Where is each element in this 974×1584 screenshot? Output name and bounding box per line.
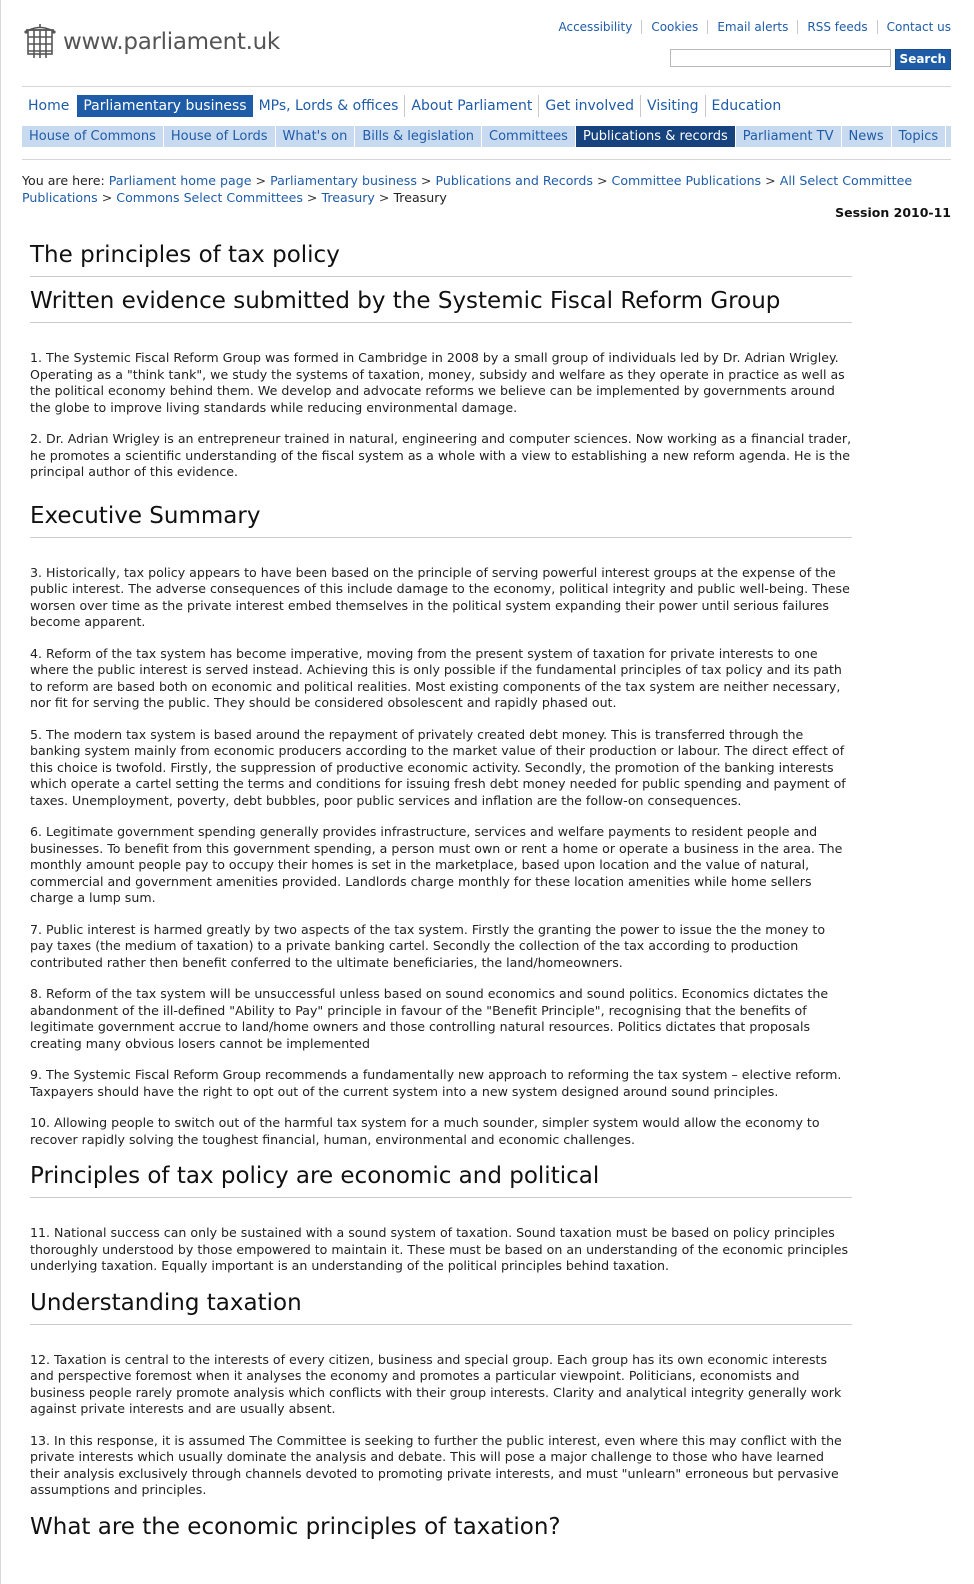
paragraph: 4. Reform of the tax system has become imperative, moving from the present system of taxation for private interests to one where the public interest is served instead. Achieving this is only possible if the fundamental principles of tax policy and its path to reform are based both on economic and political realities. Most existing components of the tax system are neither necessary, nor fit for serving the public. They should be considered obsolescent and rapidly phased out. [30,645,842,710]
breadcrumb [22,172,951,206]
paragraph: 7. Public interest is harmed greatly by two aspects of the tax system. Firstly the granting the power to issue the the money to pay taxes (the medium of taxation) to a private banking cartel. Secondly the collection of the tax according to production contributed rather then benefit conferred to the ultimate beneficiaries, the land/homeowners. [30,921,826,970]
search-input[interactable] [670,49,891,67]
paragraph: 12. Taxation is central to the interests of every citizen, business and special group. Each group has its own economic interests and perspective foremost when it analyses the economy and promotes a particular viewpoint. Politicians, economists and business people rarely promote analysis which conflicts with their group interests. Clarity and analytical integrity generally work against private interests and are usually absent. [30,1351,842,1416]
sub-nav-parliament-tv[interactable]: Parliament TV [736,126,842,147]
contact-us-link[interactable]: Contact us [877,20,951,34]
main-nav-mps-lords-offices[interactable]: MPs, Lords & offices [258,98,399,114]
breadcrumb-separator: > [255,173,267,188]
search-form [670,49,951,70]
breadcrumb-prefix: You are here: [22,173,105,188]
main-nav-parliamentary-business[interactable]: Parliamentary business [77,95,252,117]
paragraph: 11. National success can only be sustained with a sound system of taxation. Sound taxation must be based on policy principles thoroughly understood by those empowered to maintain it. These must be based on an understanding of the economic principles underlying taxation. Equally important is an understanding of the political principles behind taxation. [30,1225,849,1273]
breadcrumb-separator: > [420,173,432,188]
breadcrumb-separator: > [765,173,776,188]
paragraph: 6. Legitimate government spending generally provides infrastructure, services and welfare payments to resident people and businesses. To benefit from this government spending, a person must own or rent a home or operate a business in the area. The monthly amount people pay to occupy their homes is set in the marketplace, based upon location and the value of natural, commercial and government amenities provided. Landlords charge monthly for these location amenities while home sellers charge a lump sum. [30,824,843,905]
logo-text: www.parliament.uk [63,29,280,55]
utility-links [549,20,951,34]
breadcrumb-current: Treasury [393,190,447,205]
breadcrumb-separator: > [378,190,390,205]
cookies-link[interactable]: Cookies [641,20,707,34]
sub-nav [22,126,951,147]
main-nav-visiting[interactable]: Visiting [640,95,704,117]
breadcrumb-separator: > [306,190,318,205]
paragraph: 1. The Systemic Fiscal Reform Group was formed in Cambridge in 2008 by a small group of individuals led by Dr. Adrian Wrigley. Operating as a "think tank", we study the systems of taxation, money, subsidy and welfare as they operate in practice as well as the political economy behind them. We develop and advocate reforms we believe can be implemented by governments around the globe to improve living standards while reducing environmental damage. [30,350,845,415]
main-nav-home[interactable]: Home [28,98,70,114]
paragraph: 8. Reform of the tax system will be unsuccessful unless based on sound economics and sound politics. Economics dictates the abandonment of the ill-defined "Ability to Pay" principle in favour of the "Benefit Principle", recognising that the benefits of legitimate government accrue to land/home owners and those controlling natural resources. Politics dictates that proposals creating many obvious losers cannot be implemented [30,986,829,1051]
breadcrumb-link[interactable]: Parliament home page [108,173,252,188]
nav-divider [22,159,951,160]
sub-nav-house-of-lords[interactable]: House of Lords [164,126,276,147]
sub-nav-house-of-commons[interactable]: House of Commons [22,126,164,147]
page-title: The principles of tax policy [30,240,852,277]
breadcrumb-link[interactable]: All Select Committee Publications [22,173,913,205]
breadcrumb-separator: > [596,173,608,188]
sub-nav-news[interactable]: News [842,126,892,147]
breadcrumb-link[interactable]: Parliamentary business [270,173,417,188]
page-subtitle: Written evidence submitted by the Systemic Fiscal Reform Group [30,286,852,323]
paragraph: 13. In this response, it is assumed The Committee is seeking to further the public interest, even where this may conflict with the private interests which usually dominate the analysis and debate. This will pose a major challenge to those who have learned their analysis exclusively through channels devoted to promoting private interests, and must "unlearn" erroneous but pervasive assumptions and principles. [30,1432,842,1497]
sub-nav-bills-legislation[interactable]: Bills & legislation [355,126,482,147]
sub-nav-publications-records[interactable]: Publications & records [576,126,736,147]
header-divider [22,86,951,87]
section-heading: What are the economic principles of taxation? [30,1513,561,1540]
section-heading: Executive Summary [30,501,852,538]
rss-feeds-link[interactable]: RSS feeds [797,20,876,34]
accessibility-link[interactable]: Accessibility [558,20,633,34]
site-header [1,0,974,86]
portcullis-icon [23,22,57,62]
paragraph: 9. The Systemic Fiscal Reform Group recommends a fundamentally new approach to reforming the tax system – elective reform. Taxpayers should have the right to opt out of the current system into a new system designed around sound principles. [30,1067,842,1099]
search-button[interactable]: Search [895,49,951,70]
section-heading: Principles of tax policy are economic and political [30,1161,852,1198]
main-nav-get-involved[interactable]: Get involved [538,95,640,117]
breadcrumb-link[interactable]: Treasury [321,190,375,205]
site-logo[interactable] [23,22,280,62]
session-label: Session 2010-11 [835,205,951,220]
paragraph: 5. The modern tax system is based around the repayment of privately created debt money. This is transferred through the banking system mainly from economic producers according to the market value of their production or labour. The direct effect of this choice is twofold. Firstly, the suppression of productive economic activity. Secondly, the promotion of the banking interests which operate a cartel setting the terms and conditions for issuing fresh debt money needed for public spending and payment of taxes. Unemployment, poverty, debt bubbles, poor public services and inflation are the follow-on consequences. [30,726,846,808]
main-nav [22,95,787,117]
email-alerts-link[interactable]: Email alerts [707,20,797,34]
sub-nav-whats-on[interactable]: What's on [276,126,356,147]
sub-nav-committees[interactable]: Committees [482,126,576,147]
section-heading: Understanding taxation [30,1288,852,1325]
main-nav-about-parliament[interactable]: About Parliament [404,95,538,117]
breadcrumb-link[interactable]: Committee Publications [611,173,762,188]
paragraph: 10. Allowing people to switch out of the harmful tax system for a much sounder, simpler system would allow the economy to recover rapidly solving the toughest financial, human, environmental and economic challenges. [30,1115,820,1147]
breadcrumb-link[interactable]: Publications and Records [435,173,593,188]
paragraph: 3. Historically, tax policy appears to have been based on the principle of serving powerful interest groups at the expense of the public interest. The adverse consequences of this include damage to the economy, political integrity and public well-being. These worsen over time as the private interest embed themselves in the political system expanding their power until serious failures become apparent. [30,564,850,629]
main-content [30,240,852,1548]
sub-nav-topics[interactable]: Topics [892,126,946,147]
breadcrumb-separator: > [101,190,113,205]
paragraph: 2. Dr. Adrian Wrigley is an entrepreneur trained in natural, engineering and computer sciences. Now working as a financial trader, he promotes a scientific understanding of the fiscal system as a whole with a view to establishing a new reform agenda. He is the principal author of this evidence. [30,431,852,479]
breadcrumb-link[interactable]: Commons Select Committees [116,190,303,205]
main-nav-education[interactable]: Education [705,95,788,117]
